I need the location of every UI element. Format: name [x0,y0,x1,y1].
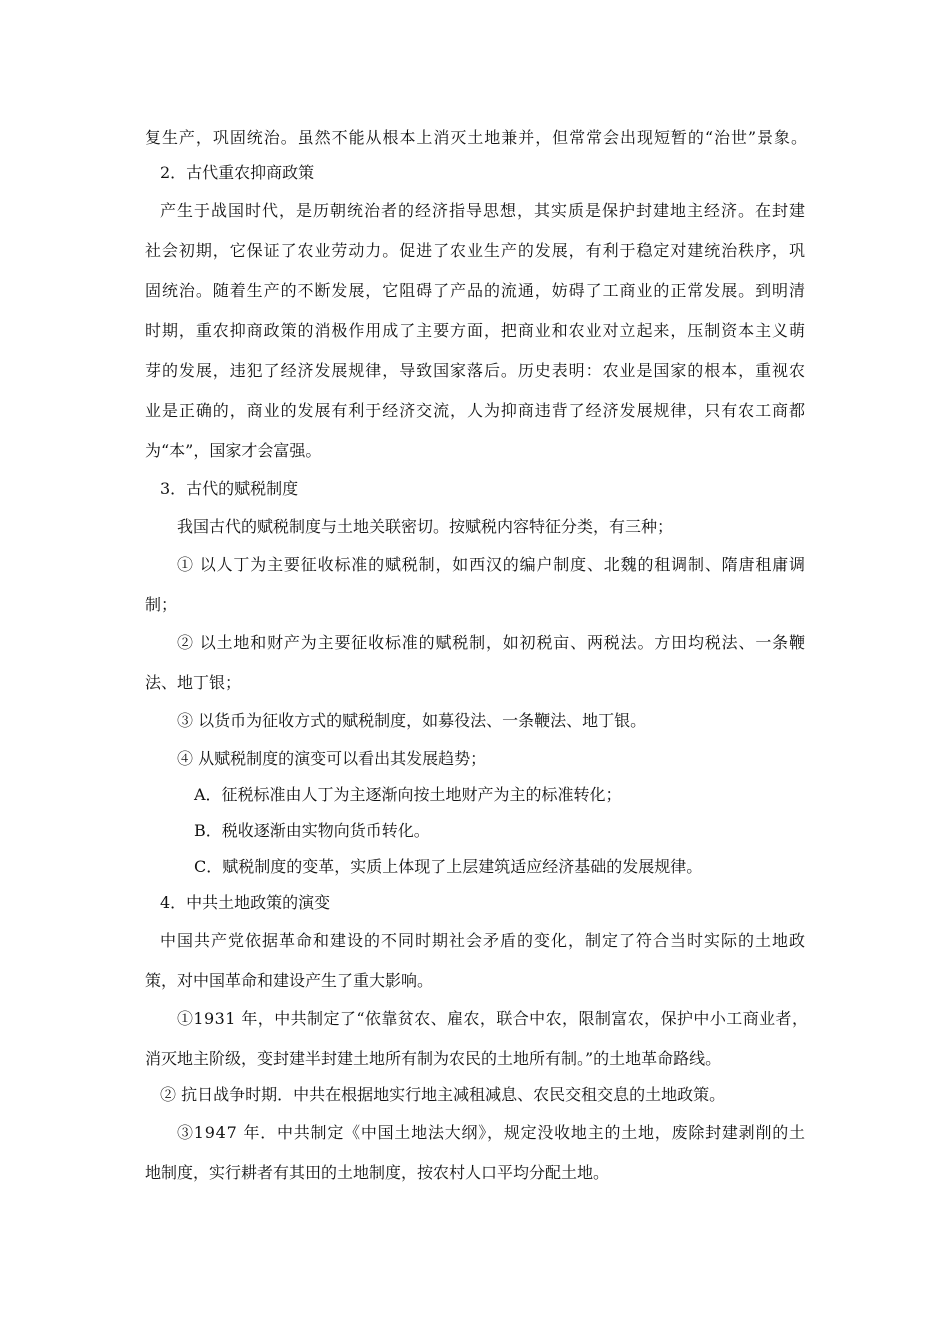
list-item-line: 地制度，实行耕者有其田的土地制度，按农村人口平均分配土地。 [145,1163,610,1182]
paragraph-line: 我国古代的赋税制度与土地关联密切。按赋税内容特征分类，有三种； [177,517,674,536]
paragraph-line: 时期，重农抑商政策的消极作用成了主要方面，把商业和农业对立起来，压制资本主义萌 [145,321,806,340]
paragraph-line: 芽的发展，违犯了经济发展规律，导致国家落后。历史表明：农业是国家的根本，重视农 [145,361,806,380]
list-item-line: ①1931 年，中共制定了“依靠贫农、雇农，联合中农，限制富农，保护中小工商业者， [177,1009,809,1028]
sub-list-item: B．税收逐渐由实物向货币转化。 [194,821,430,840]
list-item-line: ① 以人丁为主要征收标准的赋税制，如西汉的编户制度、北魏的租调制、隋唐租庸调 [177,555,806,574]
paragraph-line: 中国共产党依据革命和建设的不同时期社会矛盾的变化，制定了符合当时实际的土地政 [160,931,806,950]
list-item-line: ③1947 年．中共制定《中国土地法大纲》，规定没收地主的土地，废除封建剥削的土 [177,1123,806,1142]
paragraph-line: 业是正确的，商业的发展有利于经济交流，人为抑商违背了经济发展规律，只有农工商都 [145,401,806,420]
sub-list-item: C．赋税制度的变革，实质上体现了上层建筑适应经济基础的发展规律。 [194,857,703,876]
list-item-line: 法、地丁银； [145,673,242,692]
list-item-line: ② 以土地和财产为主要征收标准的赋税制，如初税亩、两税法。方田均税法、一条鞭 [177,633,806,652]
sub-list-item: A．征税标准由人丁为主逐渐向按土地财产为主的标准转化； [194,785,622,804]
list-item-line: ② 抗日战争时期．中共在根据地实行地主减租减息、农民交租交息的土地政策。 [160,1085,726,1104]
paragraph-line: 社会初期，它保证了农业劳动力。促进了农业生产的发展，有利于稳定对建统治秩序，巩 [145,241,806,260]
list-item-line: 消灭地主阶级，变封建半封建土地所有制为农民的土地所有制。”的土地革命路线。 [145,1049,722,1068]
paragraph-line: 为“本”，国家才会富强。 [145,441,322,460]
paragraph-line: 策，对中国革命和建设产生了重大影响。 [145,971,434,990]
paragraph-line: 复生产，巩固统治。虽然不能从根本上消灭土地兼并，但常常会出现短暂的“治世”景象。 [145,128,808,147]
list-item-line: 制； [145,595,178,614]
list-item-line: ③ 以货币为征收方式的赋税制度，如募役法、一条鞭法、地丁银。 [177,711,647,730]
section-heading: 4．中共土地政策的演变 [160,893,331,912]
section-heading: 3．古代的赋税制度 [160,479,299,498]
list-item-line: ④ 从赋税制度的演变可以看出其发展趋势； [177,749,487,768]
section-heading: 2．古代重农抑商政策 [160,163,315,182]
paragraph-line: 固统治。随着生产的不断发展，它阻碍了产品的流通，妨碍了工商业的正常发展。到明清 [145,281,806,300]
paragraph-line: 产生于战国时代，是历朝统治者的经济指导思想，其实质是保护封建地主经济。在封建 [160,201,806,220]
